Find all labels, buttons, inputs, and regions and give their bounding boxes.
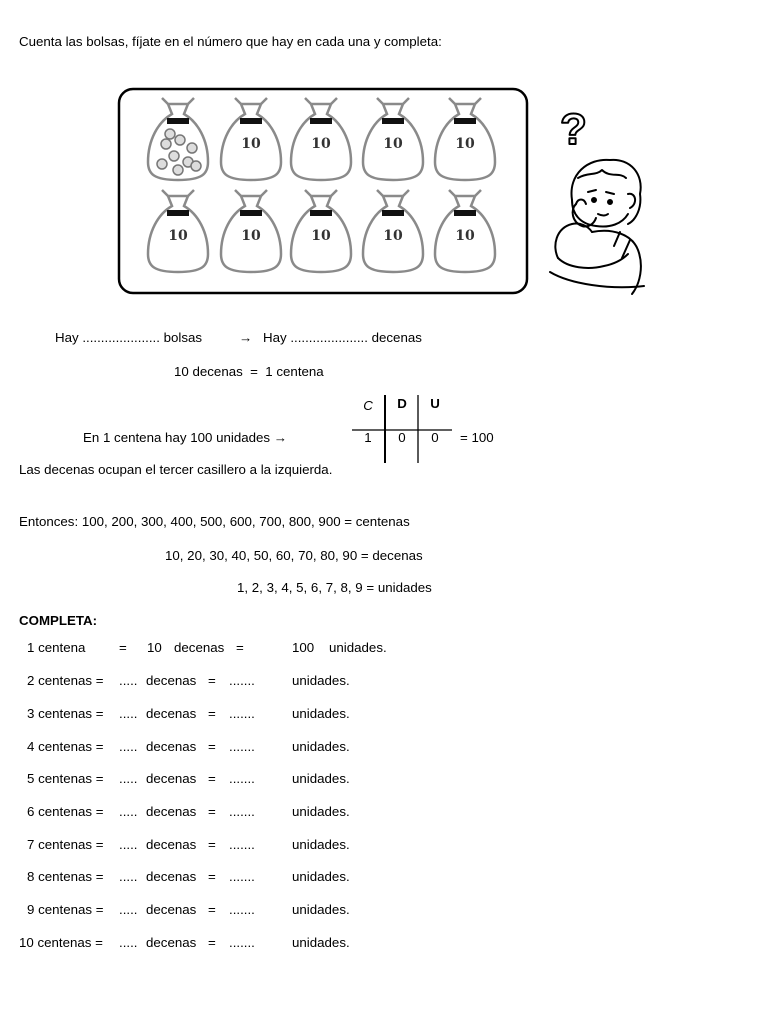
row-decenas-word: decenas <box>146 935 197 950</box>
row-equals-1: = <box>119 640 127 655</box>
money-bag-icon <box>363 190 423 272</box>
row-equals-2: = <box>208 771 216 786</box>
row-units-word: unidades. <box>292 706 350 721</box>
header-d: D <box>397 396 407 411</box>
money-bag-icon <box>291 190 351 272</box>
row-decenas-value[interactable]: ..... <box>119 902 138 917</box>
row-decenas-value[interactable]: ..... <box>119 673 138 688</box>
bags-illustration <box>110 82 650 302</box>
row-label: 1 centena <box>27 640 86 655</box>
row-label: 9 centenas = <box>27 902 104 917</box>
row-units-value[interactable]: ....... <box>229 739 255 754</box>
bags-group <box>148 98 495 272</box>
row-equals-2: = <box>208 869 216 884</box>
row-decenas-value[interactable]: ..... <box>119 739 138 754</box>
money-bag-icon <box>435 190 495 272</box>
row-units-value[interactable]: ....... <box>229 804 255 819</box>
hay-bolsas-text: Hay ..................... bolsas <box>55 330 203 345</box>
bag-number-label: 10 <box>455 228 475 244</box>
bag-number-label: 10 <box>311 136 331 152</box>
decenas-position-text: Las decenas ocupan el tercer casillero a la izquierda. <box>19 462 333 477</box>
row-units-value[interactable]: ....... <box>229 935 255 950</box>
question-mark-icon: ? <box>560 105 587 154</box>
unidades-line: 1, 2, 3, 4, 5, 6, 7, 8, 9 = unidades <box>237 580 432 595</box>
bag-number-label: 10 <box>168 228 188 244</box>
equivalence-text: 10 decenas = 1 centena <box>174 364 324 379</box>
row-decenas-word: decenas <box>174 640 225 655</box>
row-decenas-value[interactable]: ..... <box>119 935 138 950</box>
header-c: C <box>363 398 373 413</box>
row-units-word: unidades. <box>292 739 350 754</box>
row-units-word: unidades. <box>292 869 350 884</box>
row-label: 3 centenas = <box>27 706 104 721</box>
bag-number-label: 10 <box>383 228 403 244</box>
row-equals-2: = <box>208 837 216 852</box>
row-decenas-value[interactable]: ..... <box>119 869 138 884</box>
row-decenas-word: decenas <box>146 771 197 786</box>
completa-title: COMPLETA: <box>19 613 98 628</box>
centena-statement: En 1 centena hay 100 unidades → <box>83 430 288 445</box>
bag-number-label: 10 <box>241 136 261 152</box>
row-label: 5 centenas = <box>27 771 104 786</box>
row-decenas-value: 10 <box>147 640 162 655</box>
row-label: 2 centenas = <box>27 673 104 688</box>
row-decenas-value[interactable]: ..... <box>119 706 138 721</box>
row-decenas-word: decenas <box>146 673 197 688</box>
header-u: U <box>430 396 440 411</box>
row-decenas-word: decenas <box>146 739 197 754</box>
row-label: 6 centenas = <box>27 804 104 819</box>
money-bag-icon <box>435 98 495 180</box>
row-units-word: unidades. <box>292 673 350 688</box>
row-decenas-word: decenas <box>146 804 197 819</box>
row-units-word: unidades. <box>292 837 350 852</box>
row-decenas-word: decenas <box>146 837 197 852</box>
row-equals-2: = <box>236 640 244 655</box>
row-equals-2: = <box>208 739 216 754</box>
bag-number-label: 10 <box>311 228 331 244</box>
arrow-icon: → <box>239 330 253 345</box>
money-bag-icon <box>291 98 351 180</box>
row-units-word: unidades. <box>329 640 387 655</box>
row-label: 4 centenas = <box>27 739 104 754</box>
row-equals-2: = <box>208 804 216 819</box>
money-bag-icon <box>148 190 208 272</box>
centenas-line: Entonces: 100, 200, 300, 400, 500, 600, 700, 800, 900 = centenas <box>19 514 410 529</box>
money-bag-icon <box>148 98 208 180</box>
table-lines <box>350 393 455 465</box>
row-label: 10 centenas = <box>19 935 103 950</box>
money-bag-icon <box>363 98 423 180</box>
digit-d: 0 <box>398 430 406 445</box>
row-decenas-value[interactable]: ..... <box>119 837 138 852</box>
row-units-value[interactable]: ....... <box>229 706 255 721</box>
bag-number-label: 10 <box>383 136 403 152</box>
row-units-value[interactable]: ....... <box>229 771 255 786</box>
bag-number-label: 10 <box>241 228 261 244</box>
row-units-word: unidades. <box>292 935 350 950</box>
row-units-value[interactable]: ....... <box>229 673 255 688</box>
bag-number-label: 10 <box>455 136 475 152</box>
row-decenas-word: decenas <box>146 706 197 721</box>
digit-c: 1 <box>364 430 372 445</box>
row-units-word: unidades. <box>292 902 350 917</box>
place-value-result: = 100 <box>460 430 494 445</box>
digit-u: 0 <box>431 430 439 445</box>
row-decenas-value[interactable]: ..... <box>119 804 138 819</box>
money-bag-icon <box>221 98 281 180</box>
row-units-word: unidades. <box>292 804 350 819</box>
hay-decenas-text: Hay ..................... decenas <box>263 330 422 345</box>
row-label: 8 centenas = <box>27 869 104 884</box>
instruction-text: Cuenta las bolsas, fíjate en el número que hay en cada una y completa: <box>19 34 442 49</box>
thinking-child-icon <box>550 105 644 294</box>
row-label: 7 centenas = <box>27 837 104 852</box>
row-units-value[interactable]: ....... <box>229 837 255 852</box>
row-units-word: unidades. <box>292 771 350 786</box>
row-equals-2: = <box>208 673 216 688</box>
row-units-value: 100 <box>292 640 315 655</box>
money-bag-icon <box>221 190 281 272</box>
row-units-value[interactable]: ....... <box>229 869 255 884</box>
row-decenas-word: decenas <box>146 902 197 917</box>
row-equals-2: = <box>208 935 216 950</box>
row-equals-2: = <box>208 902 216 917</box>
row-decenas-value[interactable]: ..... <box>119 771 138 786</box>
row-equals-2: = <box>208 706 216 721</box>
decenas-line: 10, 20, 30, 40, 50, 60, 70, 80, 90 = decenas <box>165 548 423 563</box>
row-units-value[interactable]: ....... <box>229 902 255 917</box>
row-decenas-word: decenas <box>146 869 197 884</box>
